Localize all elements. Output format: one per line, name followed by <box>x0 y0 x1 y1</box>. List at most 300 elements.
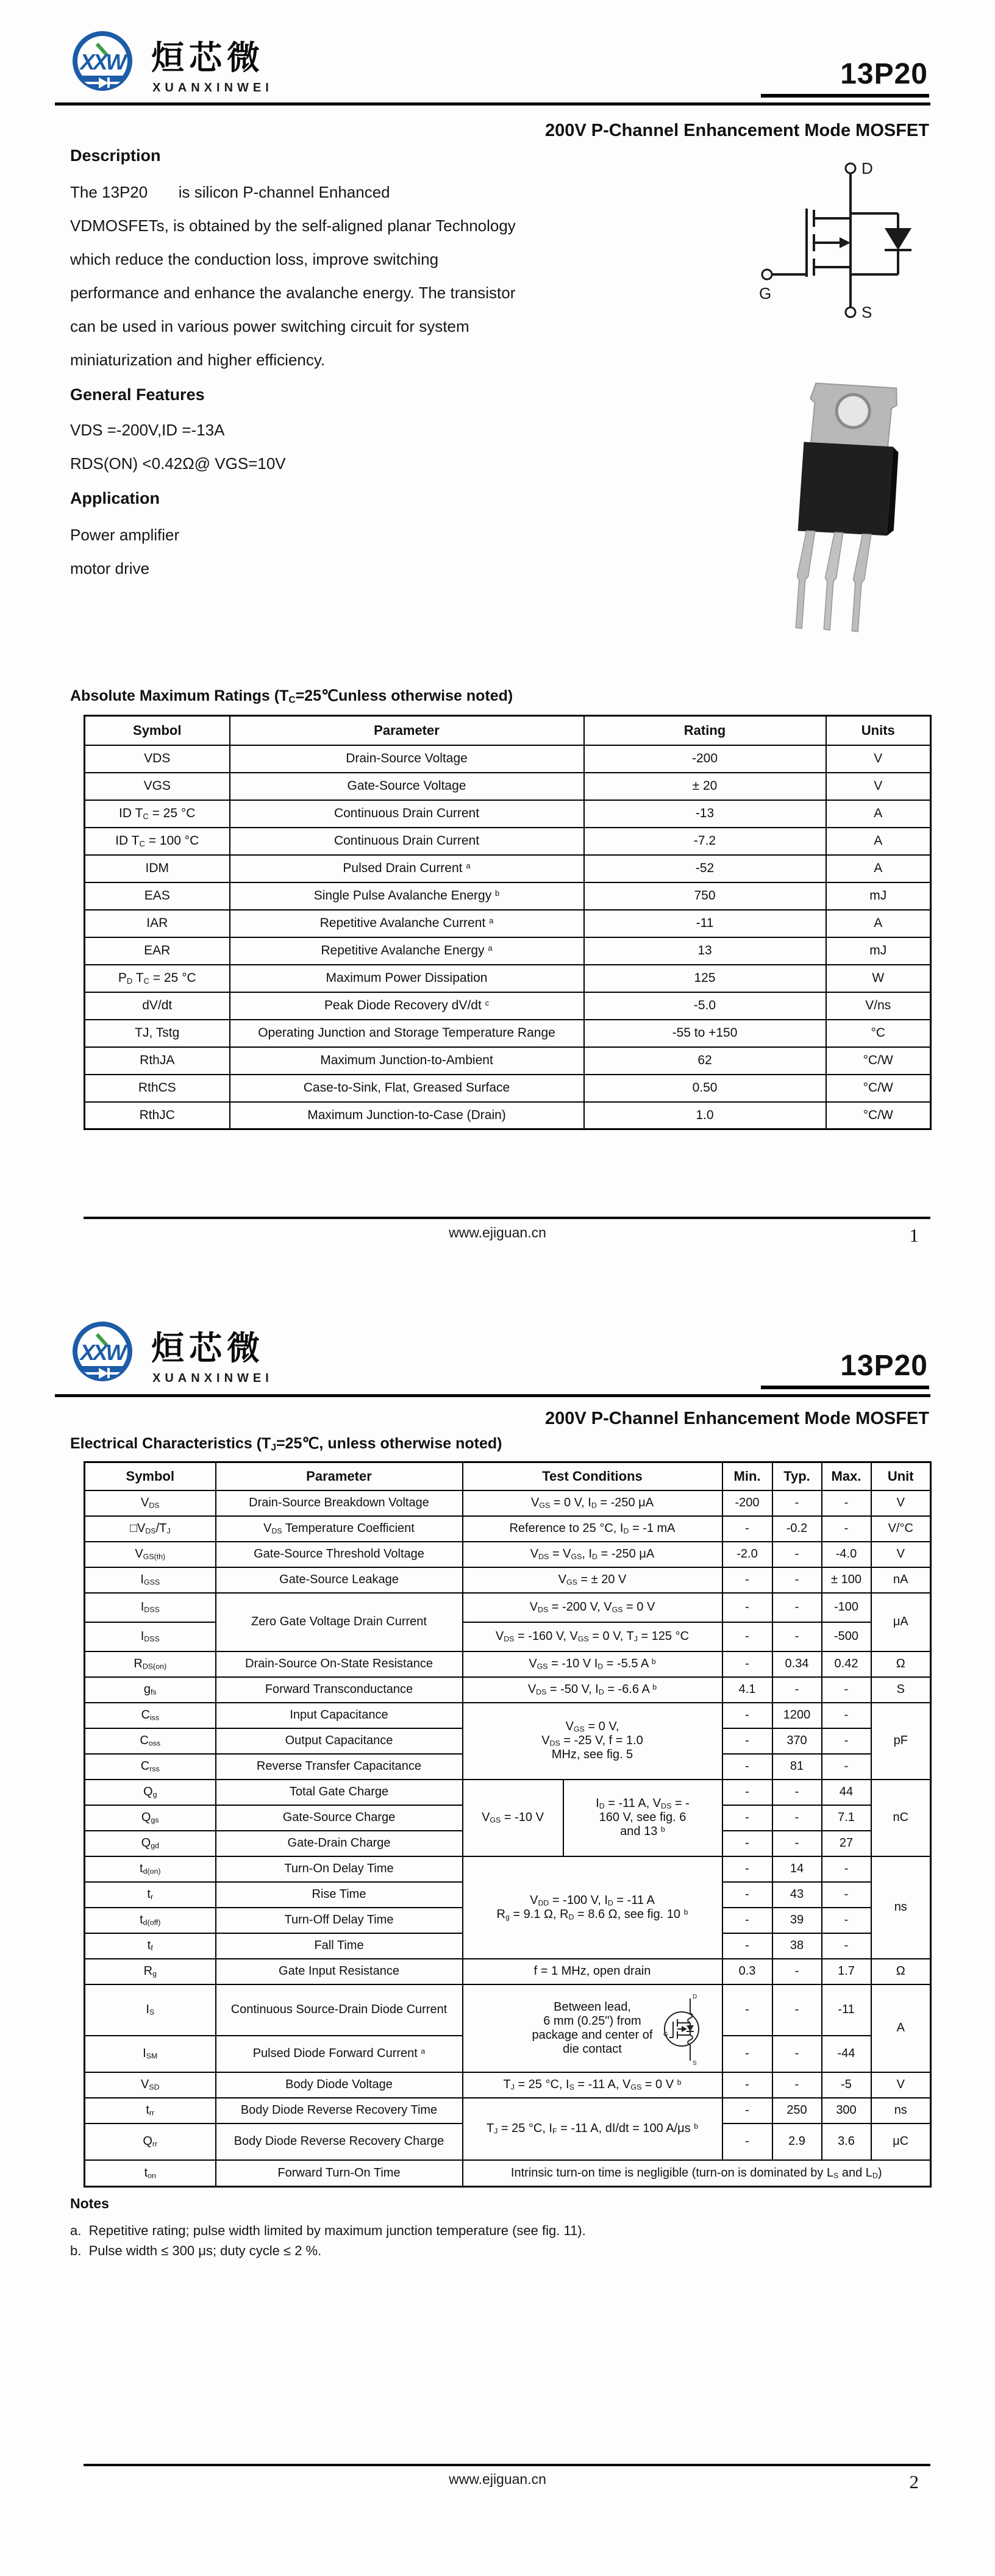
conditions-cell: $V_{GS} = 0$ V, $I_D = -250$ μA <box>463 1490 722 1516</box>
symbol-cell: dV/dt <box>85 992 230 1020</box>
description-line: which reduce the conduction loss, improve switching <box>70 250 439 268</box>
min-cell: - <box>722 2036 772 2072</box>
unit-cell: μA <box>871 1593 931 1651</box>
rating-cell: -5.0 <box>584 992 826 1020</box>
conditions-cell: $V_{GS}$ = ± 20 V <box>463 1567 722 1593</box>
rating-cell: -11 <box>584 910 826 937</box>
table-row <box>85 2098 931 2123</box>
symbol-cell: IDM <box>85 855 230 882</box>
typ-cell: 43 <box>772 1882 822 1908</box>
min-cell: 4.1 <box>722 1677 772 1703</box>
max-cell: -44 <box>822 2036 871 2072</box>
icon-source-label: S <box>692 2059 697 2066</box>
gate-label: G <box>759 284 772 302</box>
max-cell: - <box>822 1882 871 1908</box>
section-heading-application: Application <box>70 489 160 507</box>
parameter-cell: Output Capacitance <box>216 1728 463 1754</box>
conditions-cell: $V_{DS} = -200$ V, $V_{GS} = 0$ V <box>463 1593 722 1622</box>
table-row <box>85 1075 931 1102</box>
symbol-cell: $t_{d(on)}$ <box>85 1856 216 1882</box>
typ-cell: 1200 <box>772 1703 822 1728</box>
notes-heading: Notes <box>70 2195 109 2211</box>
parameter-cell: Gate Input Resistance <box>216 1959 463 1984</box>
min-cell: - <box>722 2072 772 2098</box>
max-cell: -11 <box>822 1984 871 2036</box>
symbol-cell: RthCS <box>85 1075 230 1102</box>
units-cell: °C/W <box>826 1075 931 1102</box>
package-photo <box>769 379 928 648</box>
max-cell: -4.0 <box>822 1542 871 1567</box>
symbol-cell: $I_{DSS}$ <box>85 1622 216 1651</box>
table-row <box>85 1102 931 1129</box>
col-header-min: Min. <box>722 1462 772 1490</box>
page-subtitle: 200V P-Channel Enhancement Mode MOSFET <box>544 1409 929 1428</box>
brand-mark-text: XXW <box>80 49 125 74</box>
parameter-cell: Rise Time <box>216 1882 463 1908</box>
max-cell: - <box>822 1856 871 1882</box>
typ-cell: - <box>772 1593 822 1622</box>
mosfet-symbol-diagram <box>753 157 954 328</box>
units-cell: °C <box>826 1020 931 1047</box>
table-row <box>85 1856 931 1882</box>
rating-cell: -7.2 <box>584 828 826 855</box>
symbol-cell: VGS <box>85 773 230 800</box>
unit-cell: V <box>871 1490 931 1516</box>
typ-cell: 39 <box>772 1908 822 1933</box>
unit-cell: Ω <box>871 1959 931 1984</box>
typ-cell: - <box>772 2036 822 2072</box>
symbol-cell: $t_{d(off)}$ <box>85 1908 216 1933</box>
max-cell: - <box>822 1908 871 1933</box>
table-row <box>85 2072 931 2098</box>
parameter-cell: Drain-Source Breakdown Voltage <box>216 1490 463 1516</box>
symbol-cell: $V_{GS(th)}$ <box>85 1542 216 1567</box>
parameter-cell: $V_{DS}$ Temperature Coefficient <box>216 1516 463 1542</box>
amr-title: Absolute Maximum Ratings ($T_C=25℃unless$ otherwise noted) <box>70 687 513 706</box>
conditions-cell: $V_{DD} = -100$ V, $I_D = -11$ A $R_g = 9.1$ Ω, $R_D = 8.6$ Ω, see fig. 10 $^b$ <box>463 1856 722 1959</box>
parameter-cell: Body Diode Reverse Recovery Time <box>216 2098 463 2123</box>
min-cell: - <box>722 1593 772 1622</box>
table-row <box>85 1651 931 1677</box>
parameter-cell: Gate-Source Charge <box>216 1805 463 1831</box>
feature-item: VDS =-200V,ID =-13A <box>70 421 225 439</box>
symbol-cell: $P_D$ $T_C = 25$ °C <box>85 965 230 992</box>
parameter-cell: Total Gate Charge <box>216 1780 463 1805</box>
symbol-cell: $R_g$ <box>85 1959 216 1984</box>
unit-cell: V/°C <box>871 1516 931 1542</box>
application-item: motor drive <box>70 559 150 578</box>
max-cell: - <box>822 1703 871 1728</box>
table-row <box>85 1780 931 1805</box>
page-number: 1 <box>909 1225 919 1246</box>
symbol-cell: $I_S$ <box>85 1984 216 2036</box>
min-cell: - <box>722 1780 772 1805</box>
unit-cell: S <box>871 1677 931 1703</box>
symbol-cell: $I_{GSS}$ <box>85 1567 216 1593</box>
application-item: Power amplifier <box>70 526 180 544</box>
min-cell: - <box>722 1754 772 1780</box>
brand-emblem-icon <box>68 27 137 98</box>
brand-logo <box>68 1316 324 1395</box>
footer-rule <box>84 1217 930 1219</box>
parameter-cell: Turn-On Delay Time <box>216 1856 463 1882</box>
max-cell: - <box>822 1677 871 1703</box>
symbol-cell: ID $T_C = 100$ °C <box>85 828 230 855</box>
min-cell: -2.0 <box>722 1542 772 1567</box>
table-row <box>85 1593 931 1622</box>
min-cell: - <box>722 1703 772 1728</box>
header-rule <box>55 102 930 106</box>
col-header-test-conditions: Test Conditions <box>463 1462 722 1490</box>
table-row <box>85 882 931 910</box>
section-heading-general-features: General Features <box>70 385 205 404</box>
table-row <box>85 1047 931 1075</box>
typ-cell: 38 <box>772 1933 822 1959</box>
symbol-cell: ID $T_C = 25$ °C <box>85 800 230 828</box>
note-item: a. Repetitive rating; pulse width limited by maximum junction temperature (see fig. 11). <box>70 2223 586 2238</box>
typ-cell: - <box>772 2072 822 2098</box>
table-row <box>85 855 931 882</box>
symbol-cell: $t_{on}$ <box>85 2160 216 2187</box>
section-heading-description: Description <box>70 146 161 165</box>
symbol-cell: $g_{fs}$ <box>85 1677 216 1703</box>
parameter-cell: Forward Turn-On Time <box>216 2160 463 2187</box>
parameter-cell: Pulsed Diode Forward Current $^a$ <box>216 2036 463 2072</box>
min-cell: - <box>722 1882 772 1908</box>
conditions-cell: $V_{DS} = -160$ V, $V_{GS} = 0$ V, $T_J = 125$ °C <box>463 1622 722 1651</box>
min-cell: - <box>722 2123 772 2160</box>
min-cell: - <box>722 1805 772 1831</box>
symbol-cell: $V_{SD}$ <box>85 2072 216 2098</box>
parameter-cell: Peak Diode Recovery dV/dt $^c$ <box>230 992 584 1020</box>
rating-cell: 125 <box>584 965 826 992</box>
col-header-typ: Typ. <box>772 1462 822 1490</box>
col-header-symbol: Symbol <box>85 1462 216 1490</box>
site-url: www.ejiguan.cn <box>449 2471 546 2487</box>
min-cell: - <box>722 1908 772 1933</box>
symbol-cell: IAR <box>85 910 230 937</box>
unit-cell: nA <box>871 1567 931 1593</box>
symbol-cell: $Q_{rr}$ <box>85 2123 216 2160</box>
conditions-cell: $V_{GS} = 0$ V, $V_{DS} = -25$ V, f = 1.0 MHz, see fig. 5 <box>463 1703 722 1780</box>
typ-cell: 370 <box>772 1728 822 1754</box>
description-line: miniaturization and higher efficiency. <box>70 351 326 369</box>
table-row <box>85 745 931 773</box>
max-cell: - <box>822 1728 871 1754</box>
symbol-cell: $V_{DS}$ <box>85 1490 216 1516</box>
units-cell: A <box>826 800 931 828</box>
table-row <box>85 773 931 800</box>
drain-label: D <box>861 159 873 177</box>
symbol-cell: $R_{DS(on)}$ <box>85 1651 216 1677</box>
rating-cell: 62 <box>584 1047 826 1075</box>
parameter-cell: Gate-Source Threshold Voltage <box>216 1542 463 1567</box>
units-cell: A <box>826 855 931 882</box>
part-number: 13P20 <box>761 59 929 98</box>
conditions-cell: $T_J = 25$ °C, $I_F = -11$ A, dI/dt = 100 A/μs $^b$ <box>463 2098 722 2160</box>
parameter-cell: Body Diode Reverse Recovery Charge <box>216 2123 463 2160</box>
symbol-cell: $I_{SM}$ <box>85 2036 216 2072</box>
parameter-cell: Single Pulse Avalanche Energy $^b$ <box>230 882 584 910</box>
table-row <box>85 2160 931 2187</box>
symbol-cell: EAS <box>85 882 230 910</box>
table-row <box>85 1516 931 1542</box>
table-row <box>85 1622 931 1651</box>
parameter-cell: Maximum Power Dissipation <box>230 965 584 992</box>
col-header-symbol: Symbol <box>85 716 230 745</box>
symbol-cell: EAR <box>85 937 230 965</box>
max-cell: 300 <box>822 2098 871 2123</box>
max-cell: -100 <box>822 1593 871 1622</box>
footer-rule <box>84 2464 930 2466</box>
typ-cell: - <box>772 1622 822 1651</box>
parameter-cell: Gate-Source Voltage <box>230 773 584 800</box>
parameter-cell: Forward Transconductance <box>216 1677 463 1703</box>
parameter-cell: Turn-Off Delay Time <box>216 1908 463 1933</box>
typ-cell: - <box>772 1984 822 2036</box>
page-subtitle: 200V P-Channel Enhancement Mode MOSFET <box>544 121 929 140</box>
table-row <box>85 965 931 992</box>
table-row <box>85 1567 931 1593</box>
conditions-cell: $V_{DS} = -50$ V, $I_D = -6.6$ A $^b$ <box>463 1677 722 1703</box>
max-cell: 0.42 <box>822 1651 871 1677</box>
table-row <box>85 992 931 1020</box>
brand-name-en: XUANXINWEI <box>152 81 273 95</box>
rating-cell: 13 <box>584 937 826 965</box>
table-header-row <box>85 716 931 745</box>
min-cell: - <box>722 1933 772 1959</box>
rating-cell: ± 20 <box>584 773 826 800</box>
conditions-cell: f = 1 MHz, open drain <box>463 1959 722 1984</box>
typ-cell: 2.9 <box>772 2123 822 2160</box>
col-header-rating: Rating <box>584 716 826 745</box>
ec-table <box>84 1461 932 2188</box>
symbol-cell: TJ, Tstg <box>85 1020 230 1047</box>
parameter-cell: Case-to-Sink, Flat, Greased Surface <box>230 1075 584 1102</box>
units-cell: °C/W <box>826 1047 931 1075</box>
col-header-unit: Unit <box>871 1462 931 1490</box>
description-line: performance and enhance the avalanche energy. The transistor <box>70 284 516 302</box>
unit-cell: ns <box>871 2098 931 2123</box>
description-line: VDMOSFETs, is obtained by the self-aligned planar Technology <box>70 216 516 235</box>
parameter-cell: Repetitive Avalanche Current $^a$ <box>230 910 584 937</box>
units-cell: W <box>826 965 931 992</box>
typ-cell: - <box>772 1959 822 1984</box>
units-cell: V <box>826 745 931 773</box>
min-cell: - <box>722 1567 772 1593</box>
max-cell: -500 <box>822 1622 871 1651</box>
parameter-cell: Input Capacitance <box>216 1703 463 1728</box>
typ-cell: - <box>772 1542 822 1567</box>
table-row <box>85 1020 931 1047</box>
table-row <box>85 937 931 965</box>
min-cell: - <box>722 1831 772 1856</box>
symbol-cell: $Q_{gd}$ <box>85 1831 216 1856</box>
units-cell: V/ns <box>826 992 931 1020</box>
brand-name-zh: 烜芯微 <box>151 1330 265 1367</box>
typ-cell: - <box>772 1567 822 1593</box>
description-line: The 13P20 is silicon P-channel Enhanced <box>70 183 390 201</box>
table-row <box>85 828 931 855</box>
typ-cell: - <box>772 1490 822 1516</box>
conditions-text: Between lead, 6 mm (0.25") from package and center of die contact <box>532 2000 653 2056</box>
col-header-parameter: Parameter <box>230 716 584 745</box>
max-cell: 1.7 <box>822 1959 871 1984</box>
parameter-cell: Fall Time <box>216 1933 463 1959</box>
conditions-cell: $V_{GS} = -10$ V $I_D = -5.5$ A $^b$ <box>463 1651 722 1677</box>
note-item: b. Pulse width ≤ 300 μs; duty cycle ≤ 2 %. <box>70 2243 322 2258</box>
parameter-cell: Drain-Source On-State Resistance <box>216 1651 463 1677</box>
parameter-cell: Drain-Source Voltage <box>230 745 584 773</box>
symbol-cell: $t_f$ <box>85 1933 216 1959</box>
typ-cell: -0.2 <box>772 1516 822 1542</box>
parameter-cell: Operating Junction and Storage Temperature Range <box>230 1020 584 1047</box>
icon-drain-label: D <box>692 1993 697 2000</box>
rating-cell: -52 <box>584 855 826 882</box>
table-header-row <box>85 1462 931 1490</box>
conditions-cell: $V_{DS} = V_{GS}$, $I_D = -250$ μA <box>463 1542 722 1567</box>
typ-cell: 250 <box>772 2098 822 2123</box>
rating-cell: 750 <box>584 882 826 910</box>
unit-cell: V <box>871 1542 931 1567</box>
min-cell: - <box>722 1651 772 1677</box>
table-row <box>85 1984 931 2036</box>
conditions-cell: $I_D = -11$ A, $V_{DS}$ = - 160 V, see fig. 6 and 13 $^b$ <box>563 1780 722 1856</box>
parameter-cell: Gate-Drain Charge <box>216 1831 463 1856</box>
parameter-cell: Zero Gate Voltage Drain Current <box>216 1593 463 1651</box>
table-row <box>85 1703 931 1728</box>
symbol-cell: $C_{rss}$ <box>85 1754 216 1780</box>
symbol-cell: $I_{DSS}$ <box>85 1593 216 1622</box>
col-header-max: Max. <box>822 1462 871 1490</box>
parameter-cell: Reverse Transfer Capacitance <box>216 1754 463 1780</box>
icon-gate-label: G <box>663 2031 668 2038</box>
min-cell: - <box>722 1856 772 1882</box>
symbol-cell: $Q_g$ <box>85 1780 216 1805</box>
source-label: S <box>861 303 872 321</box>
parameter-cell: Maximum Junction-to-Case (Drain) <box>230 1102 584 1129</box>
parameter-cell: Continuous Source-Drain Diode Current <box>216 1984 463 2036</box>
part-number: 13P20 <box>761 1350 929 1389</box>
max-cell: 44 <box>822 1780 871 1805</box>
unit-cell: ns <box>871 1856 931 1959</box>
units-cell: °C/W <box>826 1102 931 1129</box>
units-cell: mJ <box>826 937 931 965</box>
typ-cell: - <box>772 1677 822 1703</box>
conditions-cell: $V_{GS} = -10$ V <box>463 1780 563 1856</box>
parameter-cell: Repetitive Avalanche Energy $^a$ <box>230 937 584 965</box>
max-cell: - <box>822 1933 871 1959</box>
parameter-cell: Body Diode Voltage <box>216 2072 463 2098</box>
conditions-cell: $T_J = 25$ °C, $I_S = -11$ A, $V_{GS} = 0$ V $^b$ <box>463 2072 722 2098</box>
min-cell: - <box>722 1622 772 1651</box>
min-cell: -200 <box>722 1490 772 1516</box>
brand-name-zh: 烜芯微 <box>151 40 265 76</box>
max-cell: -5 <box>822 2072 871 2098</box>
min-cell: - <box>722 1516 772 1542</box>
unit-cell: V <box>871 2072 931 2098</box>
symbol-cell: $t_{rr}$ <box>85 2098 216 2123</box>
symbol-cell: $t_r$ <box>85 1882 216 1908</box>
unit-cell: A <box>871 1984 931 2072</box>
brand-name-en: XUANXINWEI <box>152 1372 273 1385</box>
min-cell: - <box>722 1728 772 1754</box>
rating-cell: 1.0 <box>584 1102 826 1129</box>
typ-cell: 0.34 <box>772 1651 822 1677</box>
brand-mark-text: XXW <box>80 1340 125 1365</box>
brand-logo <box>68 26 324 105</box>
max-cell: ± 100 <box>822 1567 871 1593</box>
max-cell: - <box>822 1516 871 1542</box>
max-cell: - <box>822 1754 871 1780</box>
min-cell: - <box>722 1984 772 2036</box>
parameter-cell: Continuous Drain Current <box>230 800 584 828</box>
symbol-cell: $C_{iss}$ <box>85 1703 216 1728</box>
max-cell: 3.6 <box>822 2123 871 2160</box>
rating-cell: -200 <box>584 745 826 773</box>
table-row <box>85 910 931 937</box>
table-row <box>85 1959 931 1984</box>
site-url: www.ejiguan.cn <box>449 1225 546 1240</box>
rating-cell: -55 to +150 <box>584 1020 826 1047</box>
units-cell: A <box>826 828 931 855</box>
parameter-cell: Maximum Junction-to-Ambient <box>230 1047 584 1075</box>
max-cell: - <box>822 1490 871 1516</box>
conditions-cell <box>463 1984 722 2072</box>
mosfet-circuit-icon <box>655 1992 713 2066</box>
parameter-cell: Pulsed Drain Current $^a$ <box>230 855 584 882</box>
typ-cell: 81 <box>772 1754 822 1780</box>
table-row <box>85 1490 931 1516</box>
symbol-cell: VDS <box>85 745 230 773</box>
table-row <box>85 800 931 828</box>
symbol-cell: RthJA <box>85 1047 230 1075</box>
unit-cell: Ω <box>871 1651 931 1677</box>
unit-cell: μC <box>871 2123 931 2160</box>
min-cell: 0.3 <box>722 1959 772 1984</box>
table-row <box>85 1542 931 1567</box>
feature-item: RDS(ON) <0.42Ω@ VGS=10V <box>70 454 286 473</box>
rating-cell: -13 <box>584 800 826 828</box>
rating-cell: 0.50 <box>584 1075 826 1102</box>
typ-cell: 14 <box>772 1856 822 1882</box>
units-cell: mJ <box>826 882 931 910</box>
brand-emblem-icon <box>68 1317 137 1388</box>
typ-cell: - <box>772 1780 822 1805</box>
min-cell: - <box>722 2098 772 2123</box>
symbol-cell: RthJC <box>85 1102 230 1129</box>
max-cell: 27 <box>822 1831 871 1856</box>
col-header-parameter: Parameter <box>216 1462 463 1490</box>
symbol-cell: $Q_{gs}$ <box>85 1805 216 1831</box>
amr-table <box>84 715 932 1130</box>
description-line: can be used in various power switching circuit for system <box>70 317 469 335</box>
parameter-cell: Continuous Drain Current <box>230 828 584 855</box>
typ-cell: - <box>772 1831 822 1856</box>
unit-cell: pF <box>871 1703 931 1780</box>
unit-cell: nC <box>871 1780 931 1856</box>
page-number: 2 <box>909 2471 919 2492</box>
max-cell: 7.1 <box>822 1805 871 1831</box>
conditions-cell: Reference to 25 °C, $I_D = -1$ mA <box>463 1516 722 1542</box>
symbol-cell: $□V_{DS}/T_J$ <box>85 1516 216 1542</box>
ec-title: Electrical Characteristics ($T_J=25℃$, unless otherwise noted) <box>70 1435 502 1453</box>
conditions-cell: Intrinsic turn-on time is negligible (turn-on is dominated by $L_S$ and $L_D$) <box>463 2160 931 2187</box>
header-rule <box>55 1394 930 1397</box>
parameter-cell: Gate-Source Leakage <box>216 1567 463 1593</box>
table-row <box>85 1677 931 1703</box>
units-cell: V <box>826 773 931 800</box>
